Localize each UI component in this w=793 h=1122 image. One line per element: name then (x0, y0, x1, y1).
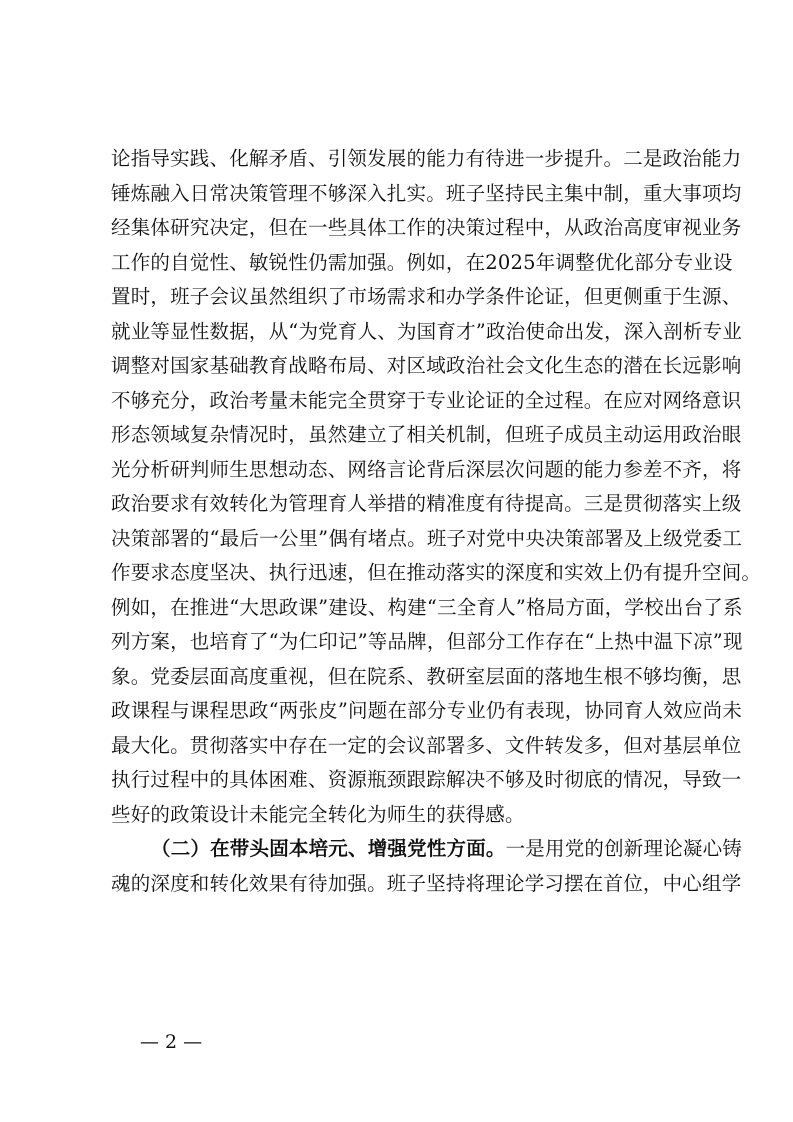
body-line-7: 调整对国家基础教育战略布局、对区域政治社会文化生态的潜在长远影响 (111, 354, 742, 377)
body-line-2: 锤炼融入日常决策管理不够深入扎实。班子坚持民主集中制，重大事项均 (111, 181, 742, 205)
section-2-line-2: 魂的深度和转化效果有待加强。班子坚持将理论学习摆在首位，中心组学 (111, 871, 742, 895)
body-line-11: 政治要求有效转化为管理育人举措的精准度有待提高。三是贯彻落实上级 (111, 492, 742, 515)
body-line-19: 执行过程中的具体困难、资源瓶颈跟踪解决不够及时彻底的情况，导致一 (111, 768, 742, 791)
body-line-4: 工作的自觉性、敏锐性仍需加强。例如，在2025年调整优化部分专业设 (111, 250, 733, 274)
body-line-3: 经集体研究决定，但在一些具体工作的决策过程中，从政治高度审视业务 (111, 216, 742, 239)
section-2-heading: （二）在带头固本培元、增强党性方面。 (151, 837, 506, 860)
body-line-20: 些好的政策设计未能完全转化为师生的获得感。 (111, 802, 525, 826)
page-number: — 2 — (140, 1031, 203, 1053)
body-line-18: 最大化。贯彻落实中存在一定的会议部署多、文件转发多，但对基层单位 (111, 733, 742, 757)
body-line-6: 就业等显性数据，从“为党育人、为国育才”政治使命出发，深入剖析专业 (111, 319, 743, 343)
body-line-10: 光分析研判师生思想动态、网络言论背后深层次问题的能力参差不齐，将 (111, 457, 742, 481)
body-line-16: 象。党委层面高度重视，但在院系、教研室层面的落地生根不够均衡，思 (111, 664, 742, 688)
body-line-8: 不够充分，政治考量未能完全贯穿于专业论证的全过程。在应对网络意识 (111, 388, 742, 412)
body-line-12: 决策部署的“最后一公里”偶有堵点。班子对党中央决策部署及上级党委工 (111, 526, 743, 550)
body-line-15: 列方案，也培育了“为仁印记”等品牌，但部分工作存在“上热中温下凉”现 (111, 630, 743, 653)
body-line-9: 形态领域复杂情况时，虽然建立了相关机制，但班子成员主动运用政治眼 (111, 423, 742, 446)
section-2-first-line (111, 832, 743, 867)
body-line-14: 例如，在推进“大思政课”建设、构建“三全育人”格局方面，学校出台了系 (111, 595, 743, 619)
section-2-line-1-text: 一是用党的创新理论凝心铸 (505, 837, 743, 860)
body-line-17: 政课程与课程思政“两张皮”问题在部分专业仍有表现，协同育人效应尚未 (111, 699, 743, 722)
body-line-13: 作要求态度坚决、执行迅速，但在推动落实的深度和实效上仍有提升空间。 (111, 561, 762, 584)
document-body (111, 142, 762, 901)
body-line-1: 论指导实践、化解矛盾、引领发展的能力有待进一步提升。二是政治能力 (111, 147, 742, 170)
body-line-5: 置时，班子会议虽然组织了市场需求和办学条件论证，但更侧重于生源、 (111, 285, 742, 308)
